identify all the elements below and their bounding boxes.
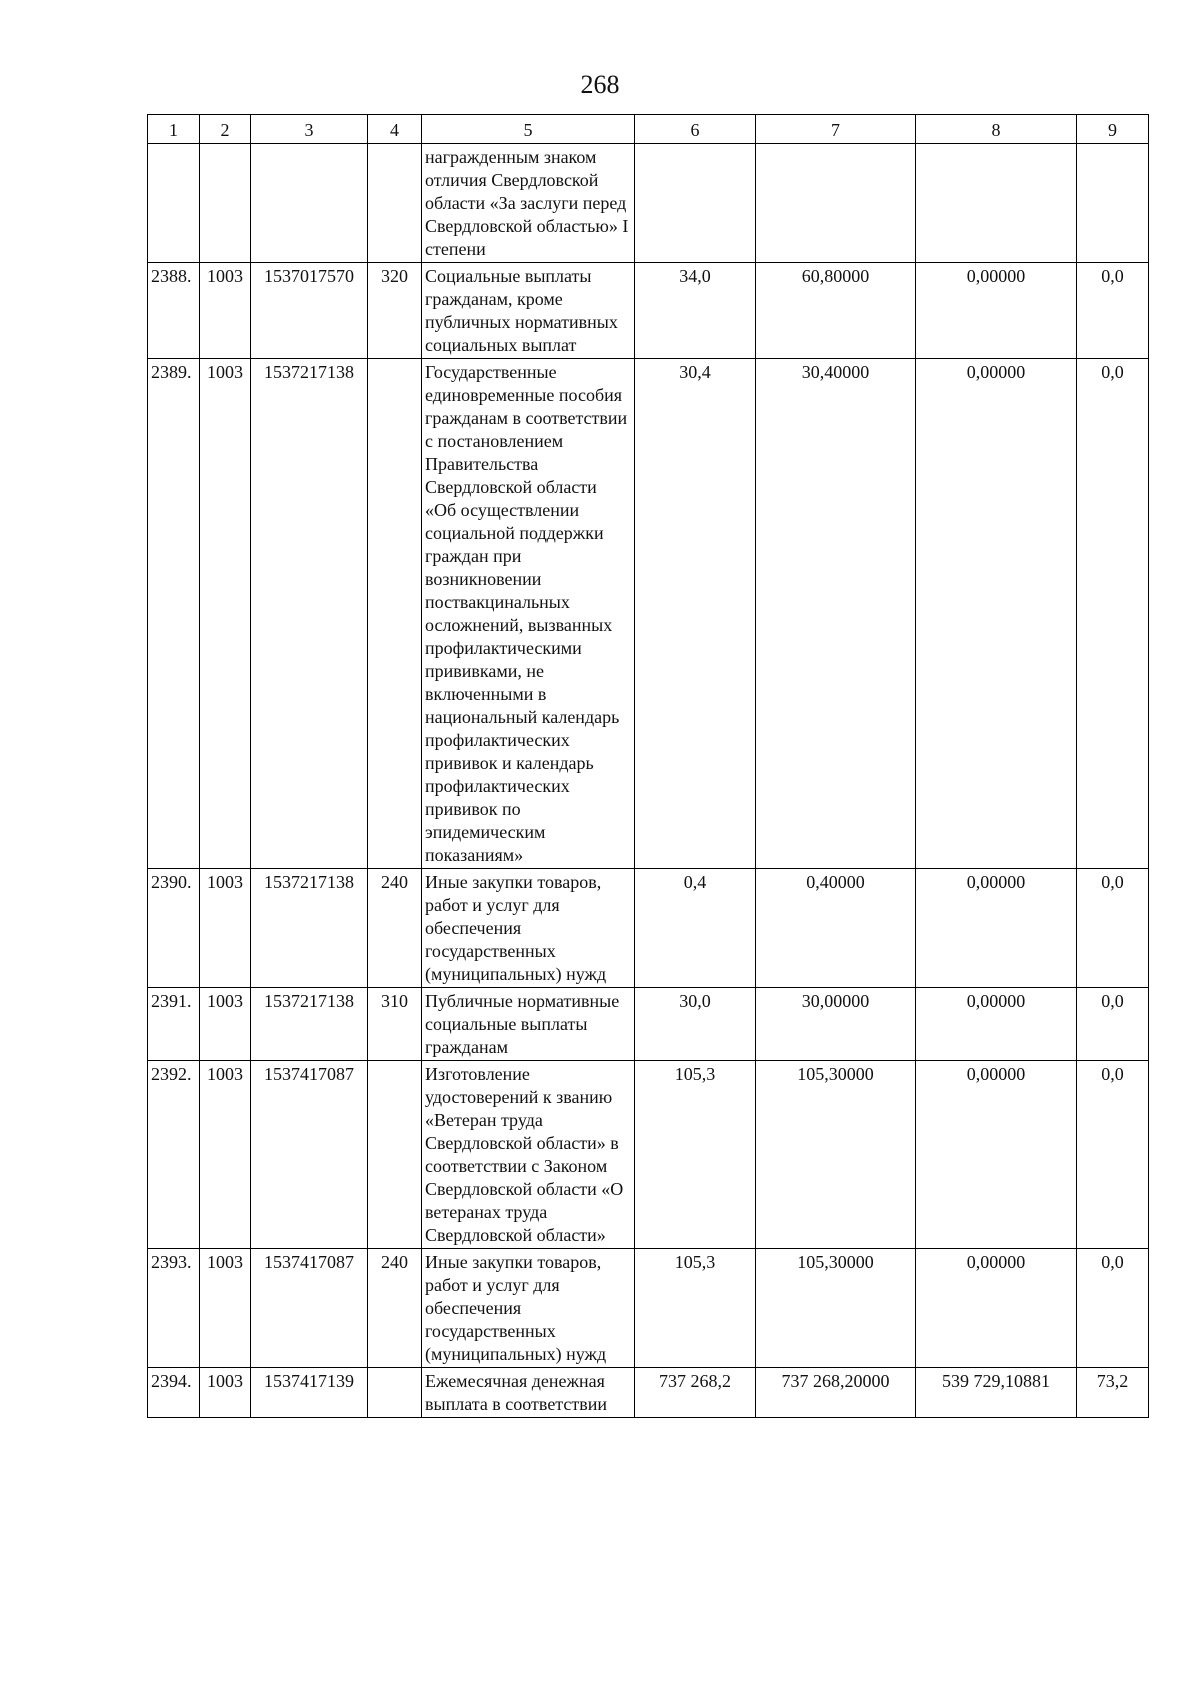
value-col6: 737 268,2 [635, 1368, 756, 1418]
value-col9: 0,0 [1077, 1249, 1149, 1368]
target-article-code: 1537417139 [251, 1368, 368, 1418]
column-header: 6 [635, 115, 756, 144]
value-col7: 0,40000 [756, 869, 916, 988]
row-number: 2391. [148, 988, 200, 1061]
expense-type-code [368, 1061, 422, 1249]
value-col7: 737 268,20000 [756, 1368, 916, 1418]
value-col8: 0,00000 [916, 988, 1077, 1061]
expense-name: Государственные единовременные пособия гражданам в соответствии с постановлением Правительства Свердловской области «Об осуществлении социальной поддержки граждан при возникновении поствакцинальных осложнений, вызванных профилактическими прививками, не включенными в национальный календарь профилактических прививок и календарь профилактических прививок по эпидемическим показаниям» [422, 359, 635, 869]
section-code: 1003 [200, 988, 251, 1061]
expense-name: награжденным знаком отличия Свердловской области «За заслуги перед Свердловской областью» I степени [422, 144, 635, 263]
value-col6: 30,0 [635, 988, 756, 1061]
row-number: 2394. [148, 1368, 200, 1418]
target-article-code: 1537217138 [251, 988, 368, 1061]
value-col8: 0,00000 [916, 263, 1077, 359]
value-col6 [635, 144, 756, 263]
column-header: 4 [368, 115, 422, 144]
value-col7: 105,30000 [756, 1249, 916, 1368]
section-code: 1003 [200, 263, 251, 359]
expense-type-code: 240 [368, 869, 422, 988]
section-code: 1003 [200, 869, 251, 988]
value-col7: 30,00000 [756, 988, 916, 1061]
value-col8: 0,00000 [916, 1061, 1077, 1249]
target-article-code [251, 144, 368, 263]
column-header: 9 [1077, 115, 1149, 144]
value-col8 [916, 144, 1077, 263]
column-header: 7 [756, 115, 916, 144]
expense-type-code [368, 359, 422, 869]
row-number: 2388. [148, 263, 200, 359]
table-row [148, 988, 1149, 1061]
target-article-code: 1537417087 [251, 1249, 368, 1368]
target-article-code: 1537217138 [251, 869, 368, 988]
section-code: 1003 [200, 1249, 251, 1368]
expense-name: Изготовление удостоверений к званию «Ветеран труда Свердловской области» в соответствии с Законом Свердловской области «О ветеранах труда Свердловской области» [422, 1061, 635, 1249]
value-col7: 105,30000 [756, 1061, 916, 1249]
expense-name: Иные закупки товаров, работ и услуг для обеспечения государственных (муниципальных) нужд [422, 869, 635, 988]
row-number: 2393. [148, 1249, 200, 1368]
section-code: 1003 [200, 1368, 251, 1418]
expense-type-code: 320 [368, 263, 422, 359]
table-row [148, 144, 1149, 263]
value-col8: 0,00000 [916, 359, 1077, 869]
row-number: 2390. [148, 869, 200, 988]
expense-name: Ежемесячная денежная выплата в соответствии [422, 1368, 635, 1418]
table-row [148, 359, 1149, 869]
target-article-code: 1537217138 [251, 359, 368, 869]
table-row [148, 1249, 1149, 1368]
expense-type-code [368, 144, 422, 263]
section-code [200, 144, 251, 263]
value-col9 [1077, 144, 1149, 263]
expense-type-code: 310 [368, 988, 422, 1061]
value-col6: 105,3 [635, 1061, 756, 1249]
row-number: 2392. [148, 1061, 200, 1249]
target-article-code: 1537417087 [251, 1061, 368, 1249]
row-number: 2389. [148, 359, 200, 869]
value-col9: 0,0 [1077, 263, 1149, 359]
column-header: 3 [251, 115, 368, 144]
value-col6: 34,0 [635, 263, 756, 359]
column-header: 8 [916, 115, 1077, 144]
value-col7: 60,80000 [756, 263, 916, 359]
value-col6: 30,4 [635, 359, 756, 869]
value-col7 [756, 144, 916, 263]
expense-name: Социальные выплаты гражданам, кроме публичных нормативных социальных выплат [422, 263, 635, 359]
value-col8: 539 729,10881 [916, 1368, 1077, 1418]
value-col9: 73,2 [1077, 1368, 1149, 1418]
value-col6: 105,3 [635, 1249, 756, 1368]
table-row [148, 1368, 1149, 1418]
value-col9: 0,0 [1077, 869, 1149, 988]
column-header: 5 [422, 115, 635, 144]
value-col8: 0,00000 [916, 1249, 1077, 1368]
table-row [148, 869, 1149, 988]
value-col9: 0,0 [1077, 359, 1149, 869]
page-number: 268 [580, 70, 620, 99]
row-number [148, 144, 200, 263]
column-header-row [148, 115, 1149, 144]
value-col9: 0,0 [1077, 1061, 1149, 1249]
value-col6: 0,4 [635, 869, 756, 988]
table-row [148, 263, 1149, 359]
value-col7: 30,40000 [756, 359, 916, 869]
expense-name: Публичные нормативные социальные выплаты гражданам [422, 988, 635, 1061]
expense-type-code [368, 1368, 422, 1418]
column-header: 1 [148, 115, 200, 144]
expense-name: Иные закупки товаров, работ и услуг для обеспечения государственных (муниципальных) нужд [422, 1249, 635, 1368]
budget-table [147, 114, 1149, 1418]
column-header: 2 [200, 115, 251, 144]
target-article-code: 1537017570 [251, 263, 368, 359]
section-code: 1003 [200, 1061, 251, 1249]
value-col9: 0,0 [1077, 988, 1149, 1061]
section-code: 1003 [200, 359, 251, 869]
table-row [148, 1061, 1149, 1249]
value-col8: 0,00000 [916, 869, 1077, 988]
expense-type-code: 240 [368, 1249, 422, 1368]
